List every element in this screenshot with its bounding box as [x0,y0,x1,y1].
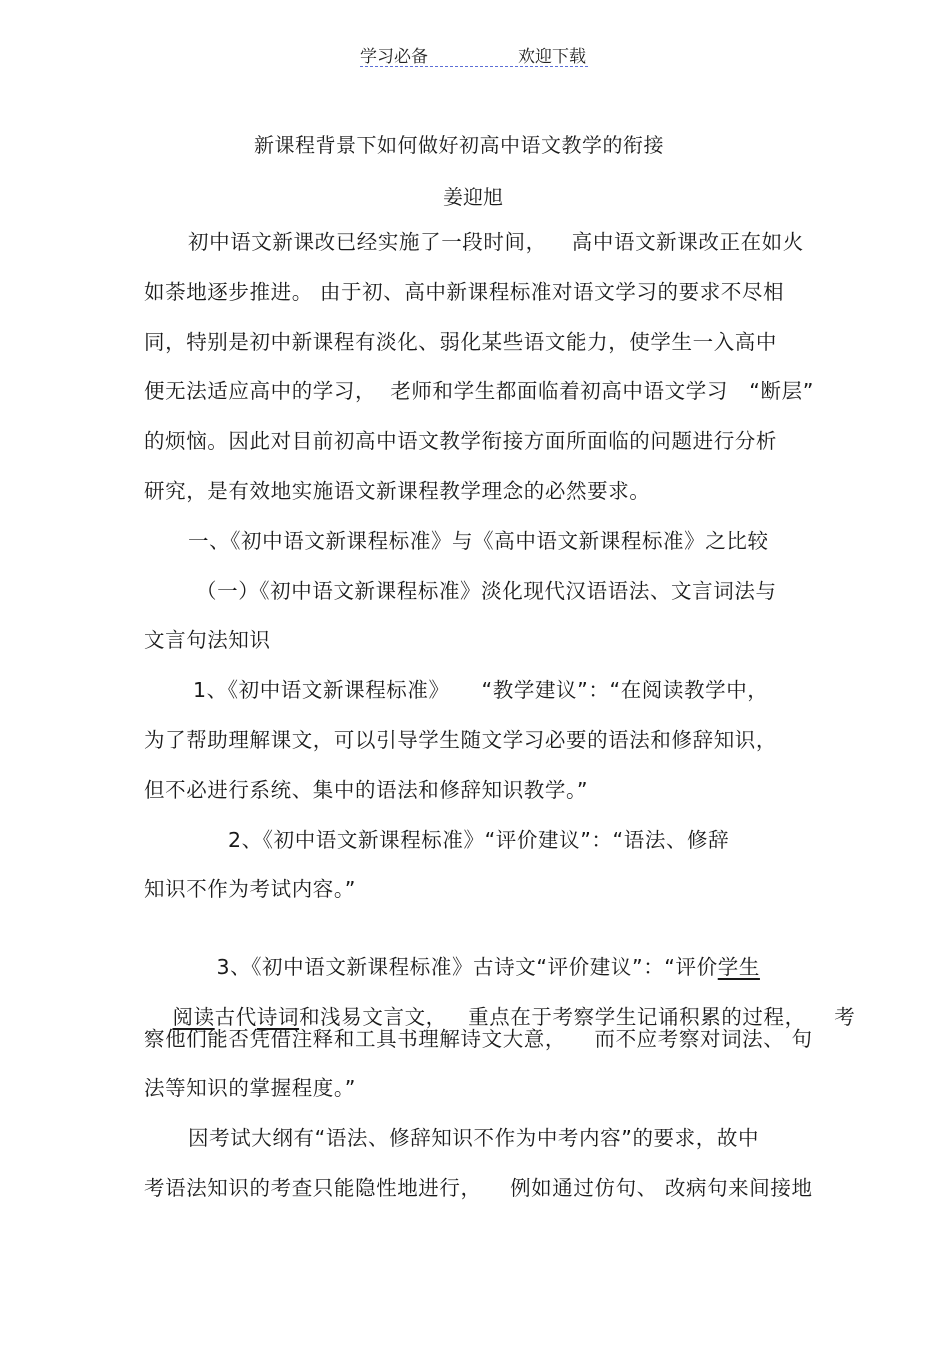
text-segment: 和浅易文言文， 重点在于考察学生记诵积累的过程， 考 [299,1005,856,1029]
list-item-line: 但不必进行系统、集中的语法和修辞知识教学。” [144,778,589,802]
list-item-line: 察他们能否凭借注释和工具书理解诗文大意， 而不应考察对词法、 句 [144,1027,813,1051]
article-title: 新课程背景下如何做好初高中语文教学的衔接 [254,133,664,157]
paragraph-line: 考语法知识的考查只能隐性地进行， 例如通过仿句、 改病句来间接地 [144,1176,813,1200]
text-segment: 古代 [214,1005,257,1029]
section-heading: 一、《初中语文新课程标准》与《高中语文新课程标准》之比较 [188,529,769,553]
paragraph-line: 同，特别是初中新课程有淡化、弱化某些语文能力，使学生一入高中 [144,330,777,354]
article-author: 姜迎旭 [443,185,503,209]
paragraph-line: 的烦恼。因此对目前初高中语文教学衔接方面所面临的问题进行分析 [144,429,777,453]
paragraph-line: 便无法适应高中的学习， 老师和学生都面临着初高中语文学习 “断层” [144,379,814,403]
page-header [360,42,588,67]
paragraph-line: 因考试大纲有“语法、修辞知识不作为中考内容”的要求，故中 [188,1126,760,1150]
paragraph-line: 如荼地逐步推进。 由于初、高中新课程标准对语文学习的要求不尽相 [144,280,785,304]
subsection-heading: （一）《初中语文新课程标准》淡化现代汉语语法、文言词法与 [196,579,777,603]
list-item-line: 2、《初中语文新课程标准》“评价建议”：“语法、修辞 [228,828,730,852]
paragraph-line: 研究，是有效地实施语文新课程教学理念的必然要求。 [144,479,651,503]
underlined-text: 诗词 [256,1005,300,1029]
underlined-text: 学生 [717,955,760,979]
text-segment: 3、《初中语文新课程标准》古诗文“评价建议”：“评价 [216,955,718,979]
underlined-text: 阅读 [172,1005,215,1029]
list-item-line: 为了帮助理解课文，可以引导学生随文学习必要的语法和修辞知识， [144,728,777,752]
paragraph-line: 初中语文新课改已经实施了一段时间， 高中语文新课改正在如火 [188,230,804,254]
header-left-text: 学习必备 [360,47,428,67]
list-item-line: 1、《初中语文新课程标准》 “教学建议”：“在阅读教学中， [193,678,769,702]
subsection-heading: 文言句法知识 [144,628,271,652]
list-item-line: 法等知识的掌握程度。” [144,1076,356,1100]
header-right-text: 欢迎下载 [518,47,586,67]
list-item-line: 知识不作为考试内容。” [144,877,356,901]
